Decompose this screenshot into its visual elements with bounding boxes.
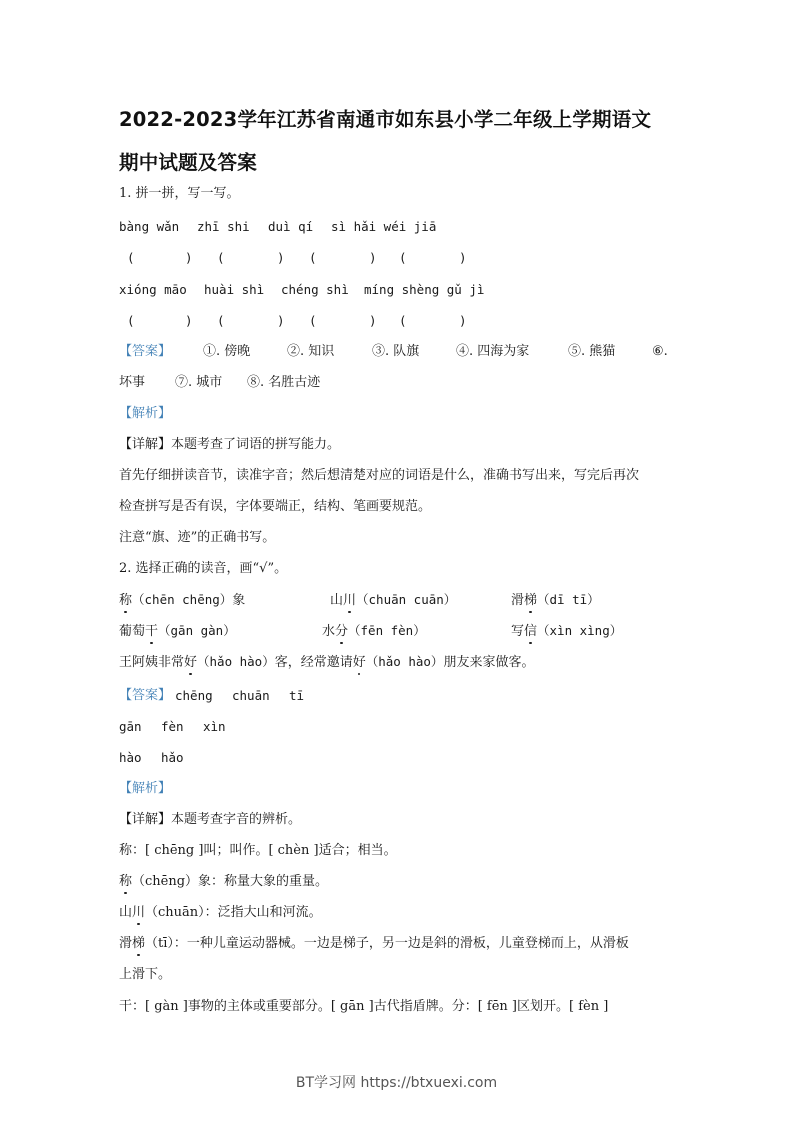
answer-tag: 【答案】: [119, 688, 172, 703]
q2-detail: [119, 812, 301, 828]
answer-item: ⑧. 名胜古迹: [247, 375, 321, 390]
q2-item-chuan: 山川（chuān cuān）: [330, 592, 457, 608]
q2-explain-cheng: 称：[ chēng ]叫；叫作。[ chèn ]适合；相当。: [119, 843, 397, 858]
q2-item-cheng: 称（chēn chēng）象: [119, 592, 246, 608]
pinyin-item: huài shì: [204, 282, 265, 297]
q1-detail: [119, 437, 340, 453]
q2-item-xin: 写信（xìn xìng）: [511, 623, 623, 639]
q1-para-line-2: 检查拼写是否有误，字体要端正，结构、笔画要规范。: [119, 499, 432, 514]
q2-item-fen: 水分（fēn fèn）: [322, 623, 426, 639]
answer-item: gān: [119, 719, 142, 734]
answer-item: ⑥.: [652, 344, 668, 359]
pinyin-item: chéng shì: [281, 282, 349, 297]
q2-analysis-tag: 【解析】: [119, 781, 172, 796]
answer-item: tī: [289, 688, 305, 703]
answer-blank[interactable]: (: [399, 250, 407, 265]
answer-item: hào: [119, 750, 142, 765]
detail-tag: 【详解】: [119, 812, 172, 827]
answer-item: chuān: [232, 688, 270, 703]
pinyin-item: bàng wǎn: [119, 219, 180, 234]
answer-item: chēng: [175, 688, 213, 703]
document-title-line-1: 2022-2023学年江苏省南通市如东县小学二年级上学期语文: [119, 108, 652, 131]
detail-text: 本题考查了词语的拼写能力。: [171, 437, 341, 452]
watermark-footer: BT学习网 https://btxuexi.com: [295, 1075, 498, 1091]
answer-blank[interactable]: (: [399, 313, 407, 328]
q2-explain-ti-line-2: 上滑下。: [119, 967, 172, 982]
q2-explain-chengxiang: 称（chēng）象：称量大象的重量。: [119, 874, 329, 889]
q2-item-gan: 葡萄干（gān gàn）: [119, 623, 236, 639]
detail-text: 本题考查字音的辨析。: [171, 812, 302, 827]
answer-item: ④. 四海为家: [456, 344, 530, 359]
answer-blank[interactable]: (: [217, 313, 225, 328]
answer-blank[interactable]: (: [127, 250, 135, 265]
q2-prompt: 2. 选择正确的读音，画“√”。: [119, 561, 288, 576]
pinyin-item: duì qí: [268, 219, 314, 234]
pinyin-item: sì hǎi wéi jiā: [331, 219, 437, 234]
answer-blank[interactable]: (: [127, 313, 135, 328]
answer-blank[interactable]: (: [309, 313, 317, 328]
q1-para-line-1: 首先仔细拼读音节，读准字音；然后想清楚对应的词语是什么，准确书写出来，写完后再次: [119, 468, 640, 483]
answer-item: hǎo: [161, 750, 184, 765]
answer-blank[interactable]: (: [309, 250, 317, 265]
answer-item: ①. 傍晚: [203, 344, 251, 359]
document-title-line-2: 期中试题及答案: [119, 151, 257, 174]
q1-prompt: 1. 拼一拼，写一写。: [119, 186, 240, 201]
q2-explain-chuan: 山川（chuān）：泛指大山和河流。: [119, 905, 322, 920]
answer-item: xìn: [203, 719, 226, 734]
answer-item: 坏事: [119, 375, 146, 390]
q2-item-ti: 滑梯（dī tī）: [511, 592, 600, 608]
pinyin-item: xióng māo: [119, 282, 187, 297]
q1-analysis-tag: 【解析】: [119, 406, 172, 421]
q2-sentence: 王阿姨非常好（hǎo hào）客，经常邀请好（hǎo hào）朋友来家做客。: [119, 654, 535, 670]
q2-explain-gan-fen: 干：[ gàn ]事物的主体或重要部分。[ gān ]古代指盾牌。分：[ fēn ]区划开。[ fèn ]: [119, 999, 609, 1014]
answer-item: ⑦. 城市: [175, 375, 223, 390]
answer-item: ③. 队旗: [372, 344, 420, 359]
answer-item: ⑤. 熊猫: [568, 344, 616, 359]
pinyin-item: zhī shi: [197, 219, 250, 234]
q1-note: 注意“旗、迹”的正确书写。: [119, 530, 276, 545]
detail-tag: 【详解】: [119, 437, 172, 452]
answer-item: fèn: [161, 719, 184, 734]
pinyin-item: míng shèng gǔ jì: [364, 282, 485, 297]
q2-explain-ti: 滑梯（tī）：一种儿童运动器械。一边是梯子，另一边是斜的滑板，儿童登梯而上，从滑板: [119, 936, 629, 951]
answer-item: ②. 知识: [287, 344, 335, 359]
answer-blank[interactable]: (: [217, 250, 225, 265]
answer-tag: 【答案】: [119, 344, 172, 359]
